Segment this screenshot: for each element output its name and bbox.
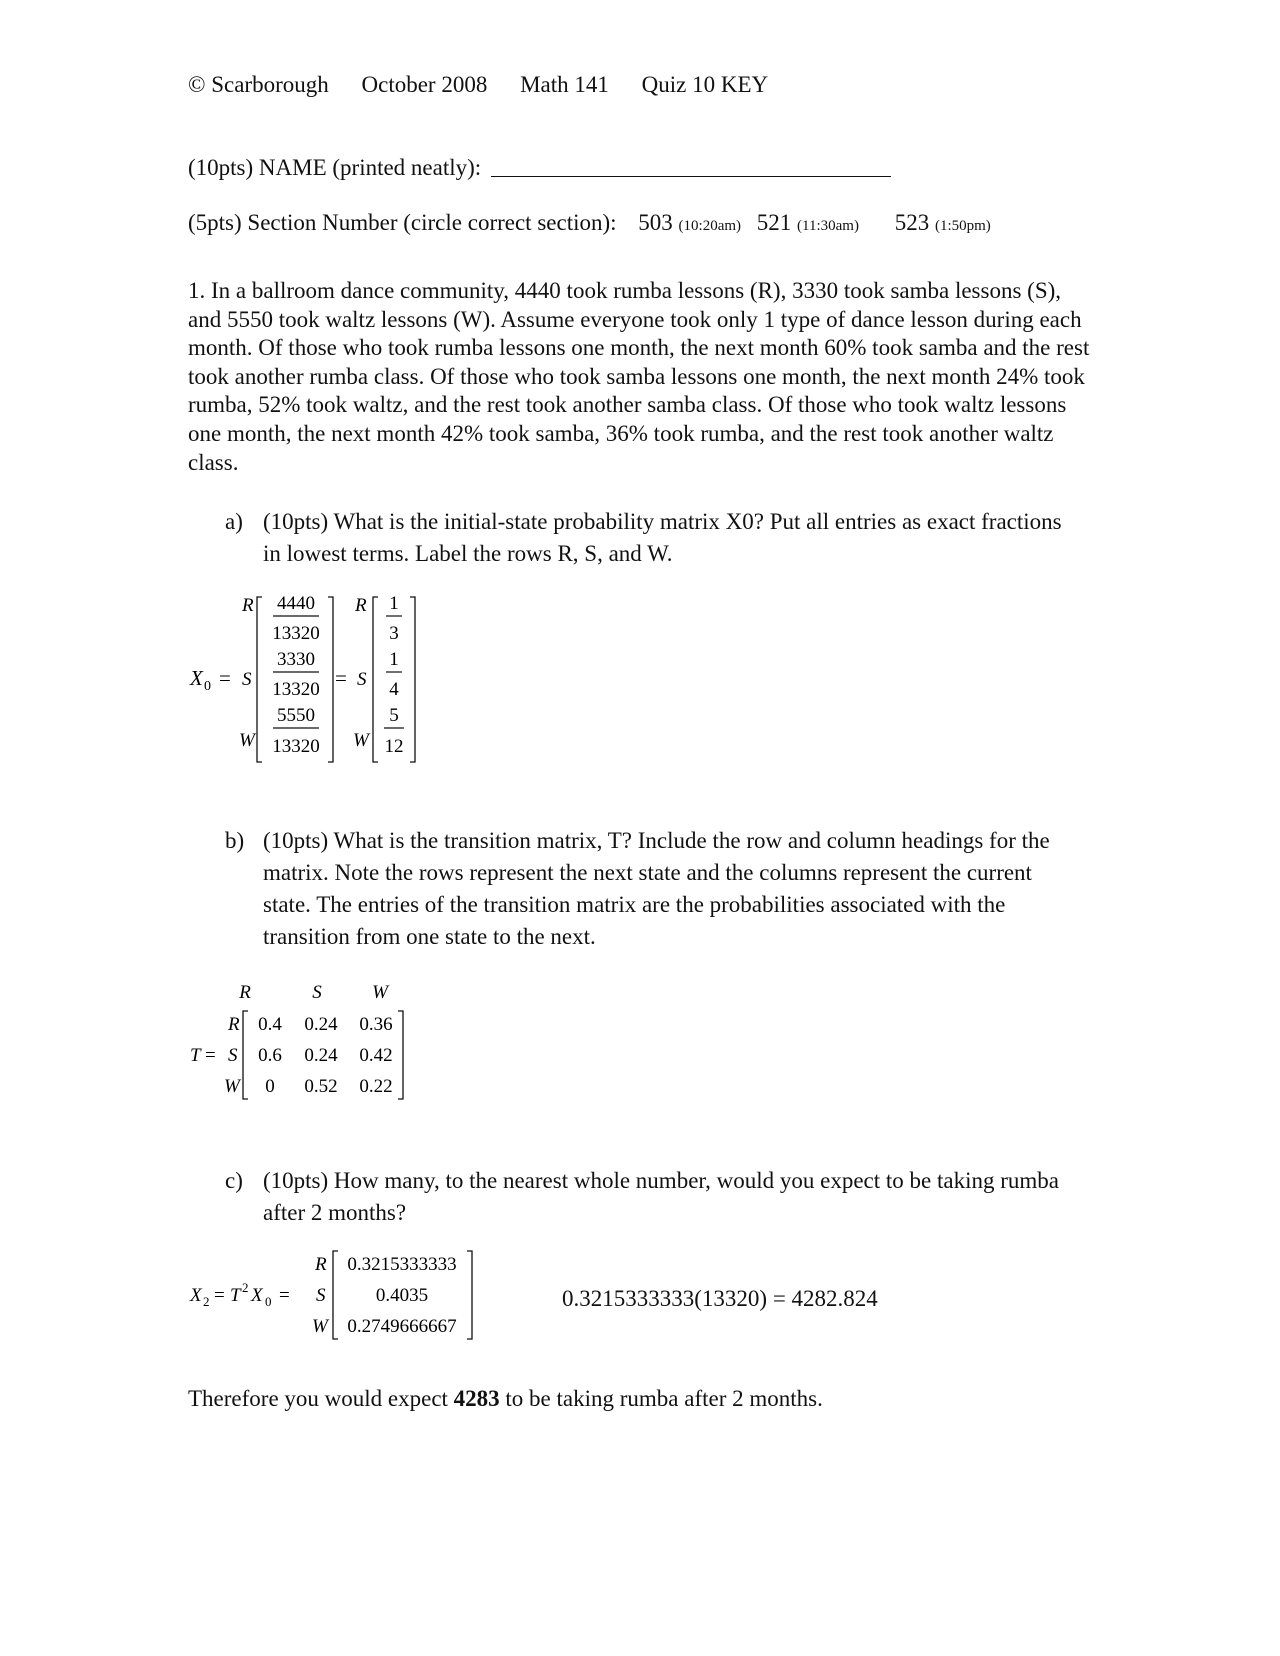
row-label-s: S [242,669,252,690]
svg-text:13320: 13320 [272,736,320,757]
name-line [188,155,891,181]
svg-text:=: = [279,1285,290,1306]
problem-body: In a ballroom dance community, 4440 took rumba lessons (R), 3330 took samba lessons (S), and 5550 took waltz lessons (W). Assume everyone took only 1 type of dance lesson during each month. Of those who took rumba lessons one month, the next month 60% took samba and the rest took another rumba class. Of those who took samba lessons one month, the next month 24% took rumba, 52% took waltz, and the rest took another samba class. Of those who took waltz lessons one month, the next month 42% took samba, 36% took rumba, and the rest took another waltz class. [188,278,1090,475]
part-b-text: (10pts) What is the transition matrix, T? Include the row and column headings for the matrix. Note the rows represent the next state and the columns represent the current state. The entries of the transition matrix are the probabilities associated with the transition from one state to the next. [263,828,1050,949]
bracket-left [333,1251,338,1339]
bracket-right [467,1251,472,1339]
bracket-right [328,597,333,762]
part-b-label: b) [225,828,245,853]
calculation: 0.3215333333(13320) = 4282.824 [562,1286,878,1311]
part-a-text: (10pts) What is the initial-state probability matrix X0? Put all entries as exact fractions in lowest terms. Label the rows R, S, and W. [263,509,1062,566]
matrix-cell: 0.6 [258,1045,282,1066]
part-c-text: (10pts) How many, to the nearest whole number, would you expect to be taking rumba after 2 months? [263,1168,1060,1225]
svg-text:=: = [214,1285,225,1306]
section-option[interactable]: 503 (10:20am) [638,210,742,235]
part-a-label: a) [225,509,243,534]
svg-text:2: 2 [203,1294,210,1309]
col-label-s: S [312,982,322,1003]
header-date: October 2008 [361,72,488,97]
svg-text:3330: 3330 [277,649,315,670]
matrix-cell: 0.4035 [375,1285,429,1306]
x0-symbol: X [190,666,203,690]
section-option[interactable]: 523 (1:50pm) [894,210,991,235]
svg-text:5550: 5550 [277,705,315,726]
svg-text:X: X [190,1285,202,1306]
svg-text:X: X [251,1285,263,1306]
matrix-cell: 0 [265,1076,275,1097]
svg-text:4: 4 [389,679,399,700]
row-label-r: R [242,595,254,616]
part-a-question [225,506,1085,576]
two-month-state-matrix [185,1245,485,1345]
row-label-w: W [239,730,255,751]
fraction-entry [386,593,402,644]
fraction-entry [272,705,320,757]
part-c-question [225,1165,1085,1235]
t-symbol: T [190,1045,201,1066]
bracket-right [410,597,415,762]
col-label-r: R [239,982,251,1003]
fraction-entry [272,593,320,644]
matrix-cell: 0.24 [304,1045,338,1066]
svg-text:13320: 13320 [272,679,320,700]
header-course: Math 141 [520,72,609,97]
svg-text:12: 12 [384,736,404,757]
svg-text:=: = [219,666,231,690]
name-blank[interactable] [491,176,891,177]
row-label-w: W [312,1316,328,1337]
svg-text:T: T [230,1285,241,1306]
row-label-s: S [357,669,367,690]
svg-text:3: 3 [389,623,399,644]
name-label: (10pts) NAME (printed neatly): [188,155,482,180]
page-header [188,72,795,98]
matrix-cell: 0.3215333333 [347,1254,457,1275]
matrix-cell: 0.36 [359,1014,393,1035]
bracket-left [257,597,262,762]
row-label-w: W [353,730,369,751]
svg-text:0: 0 [265,1294,272,1309]
section-label: (5pts) Section Number (circle correct section): [188,210,617,235]
svg-text:1: 1 [389,593,399,614]
row-label-r: R [315,1254,327,1275]
matrix-cell: 0.2749666667 [347,1316,457,1337]
matrix-cell: 0.4 [258,1014,282,1035]
bracket-left [243,1011,248,1099]
row-label-r: R [355,595,367,616]
col-label-w: W [372,982,388,1003]
conclusion: Therefore you would expect 4283 to be taking rumba after 2 months. [188,1386,823,1411]
transition-matrix [185,975,415,1110]
part-b-question [225,825,1085,955]
svg-text:=: = [335,666,347,690]
bracket-left [373,597,378,762]
matrix-cell: 0.24 [304,1014,338,1035]
fraction-entry [384,705,404,757]
matrix-cell: 0.42 [359,1045,393,1066]
bracket-right [398,1011,403,1099]
svg-text:4440: 4440 [277,593,315,614]
svg-text:13320: 13320 [272,623,320,644]
fraction-entry [386,649,402,700]
row-label-s: S [228,1045,238,1066]
section-option[interactable]: 521 (11:30am) [756,210,859,235]
x0-subscript: 0 [204,679,211,694]
problem-1-text [188,277,1093,477]
svg-text:5: 5 [389,705,399,726]
initial-state-matrix [185,590,425,770]
row-label-s: S [316,1285,326,1306]
part-c-label: c) [225,1168,243,1193]
header-title: Quiz 10 KEY [641,72,769,97]
row-label-w: W [224,1076,240,1097]
svg-text:=: = [205,1045,216,1066]
answer-value: 4283 [453,1386,500,1411]
section-line [188,210,1001,236]
copyright-text: © Scarborough [188,72,329,97]
problem-number: 1. [188,278,206,303]
fraction-entry [272,649,320,700]
svg-text:2: 2 [242,1280,249,1295]
row-label-r: R [228,1014,240,1035]
svg-text:1: 1 [389,649,399,670]
matrix-cell: 0.52 [304,1076,338,1097]
matrix-cell: 0.22 [359,1076,393,1097]
